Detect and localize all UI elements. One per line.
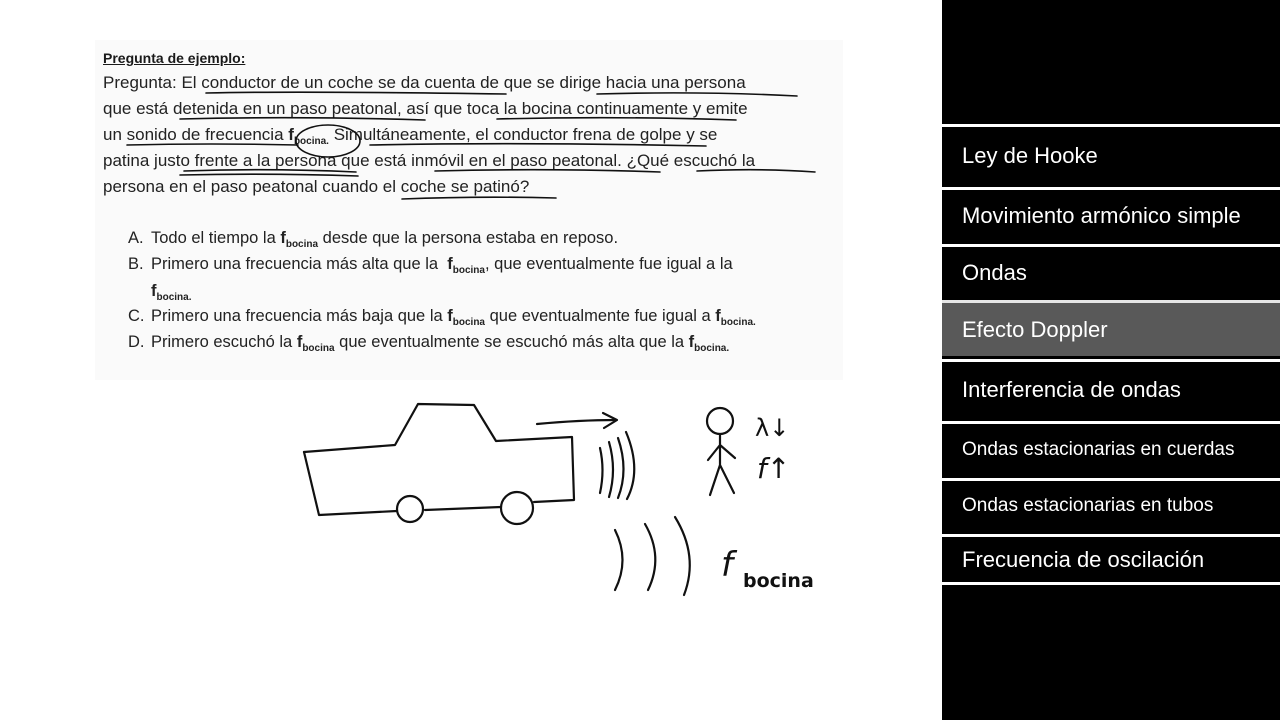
- f-subscript: bocina: [302, 343, 335, 354]
- option-letter: B.: [128, 255, 144, 273]
- f-symbol: f: [715, 307, 721, 325]
- underline: [402, 197, 556, 199]
- option-letter: D.: [128, 333, 145, 351]
- circle-annotation: [293, 125, 360, 157]
- underline: [180, 118, 425, 120]
- sidebar-item-ondas[interactable]: [942, 244, 1280, 298]
- option-text: , que eventualmente fue igual a la: [484, 255, 733, 273]
- f-subscript: bocina: [285, 239, 319, 250]
- question-heading: Pregunta de ejemplo:: [103, 50, 246, 66]
- question-text: Simultáneamente, el conductor frena de golpe y se: [333, 125, 718, 144]
- f-symbol: f: [447, 307, 453, 325]
- underline: [127, 144, 298, 145]
- f-symbol: f: [688, 333, 695, 351]
- option-text: que eventualmente fue igual a: [489, 307, 711, 325]
- sidebar-item-label: Ondas estacionarias en tubos: [962, 495, 1214, 516]
- stick-person-head: [707, 408, 733, 434]
- sidebar-item-label: Frecuencia de oscilación: [962, 546, 1205, 572]
- question-line: persona en el paso peatonal cuando el coche se patinó?: [103, 177, 530, 196]
- sound-wave: [600, 448, 603, 493]
- sound-wave: [626, 432, 634, 499]
- car-body: [304, 452, 397, 515]
- sidebar-divider: [942, 582, 1280, 585]
- frequency-increase-label: f↑: [757, 452, 791, 485]
- question-line: que está detenida en un paso peatonal, así que toca la bocina continuamente y emite: [103, 99, 748, 118]
- f-subscript: bocina.: [694, 343, 730, 354]
- lambda-decrease-label: λ↓: [755, 414, 790, 442]
- sidebar-item-ondas-estacionarias-tubos[interactable]: [942, 478, 1280, 531]
- fbocina-symbol: f: [721, 545, 733, 585]
- option-text: desde que la persona estaba en reposo.: [322, 229, 619, 247]
- sidebar-item-efecto-doppler[interactable]: [942, 300, 1280, 356]
- sound-wave: [618, 438, 624, 498]
- car-wheel: [501, 492, 533, 524]
- sidebar-item-ley-de-hooke[interactable]: [942, 124, 1280, 184]
- underline: [497, 118, 736, 120]
- sidebar-item-frecuencia-de-oscilacion[interactable]: [942, 534, 1280, 582]
- option-text: Primero una frecuencia más baja que la: [151, 307, 443, 325]
- sidebar-item-label: Ondas estacionarias en cuerdas: [962, 438, 1235, 460]
- f-symbol: f: [151, 282, 157, 300]
- option-text: que eventualmente se escuchó más alta que la: [339, 333, 685, 351]
- car-wheel: [397, 496, 423, 522]
- f-symbol: f: [447, 255, 453, 273]
- underline: [597, 93, 797, 96]
- question-text: un sonido de frecuencia: [103, 125, 284, 144]
- option-letter: A.: [128, 229, 144, 247]
- f-subscript: bocina.: [293, 136, 329, 147]
- f-subscript: bocina.: [720, 317, 756, 328]
- f-subscript: bocina: [452, 265, 485, 276]
- underline: [206, 92, 506, 94]
- option-text: Primero escuchó la: [151, 333, 293, 351]
- f-subscript: bocina.: [156, 292, 192, 303]
- underline: [697, 170, 815, 172]
- question-line: patina justo frente a la persona que está inmóvil en el paso peatonal. ¿Qué escuchó la: [103, 151, 756, 170]
- f-symbol: f: [296, 333, 303, 351]
- underline: [180, 174, 358, 176]
- sound-wave: [609, 442, 613, 497]
- sidebar-item-interferencia-de-ondas[interactable]: [942, 359, 1280, 418]
- option-text: Todo el tiempo la: [151, 229, 276, 247]
- stick-person: [708, 434, 735, 495]
- option-text: Primero una frecuencia más alta que la: [151, 255, 439, 273]
- sidebar-item-label: Ley de Hooke: [962, 142, 1098, 168]
- fbocina-subscript: bocina: [743, 570, 814, 592]
- f-subscript: bocina: [452, 317, 485, 328]
- sidebar-item-label: Movimiento armónico simple: [962, 202, 1241, 228]
- sound-wave: [615, 530, 623, 590]
- car-body: [425, 507, 501, 510]
- option-letter: C.: [128, 307, 145, 325]
- underline: [435, 170, 660, 172]
- sidebar-item-label: Ondas: [962, 259, 1027, 285]
- sidebar-item-movimiento-armonico-simple[interactable]: [942, 187, 1280, 241]
- sidebar-item-label: Interferencia de ondas: [962, 377, 1181, 402]
- sound-wave: [675, 517, 690, 595]
- sidebar-item-ondas-estacionarias-cuerdas[interactable]: [942, 421, 1280, 475]
- underline: [370, 144, 706, 146]
- sidebar-item-label: Efecto Doppler: [962, 316, 1108, 342]
- question-line: Pregunta: El conductor de un coche se da cuenta de que se dirige hacia una persona: [103, 73, 746, 92]
- car-body: [304, 404, 574, 502]
- f-symbol: f: [288, 125, 294, 144]
- sound-wave: [645, 524, 655, 590]
- f-symbol: f: [280, 229, 286, 247]
- underline: [184, 170, 356, 172]
- motion-arrow: [537, 420, 616, 424]
